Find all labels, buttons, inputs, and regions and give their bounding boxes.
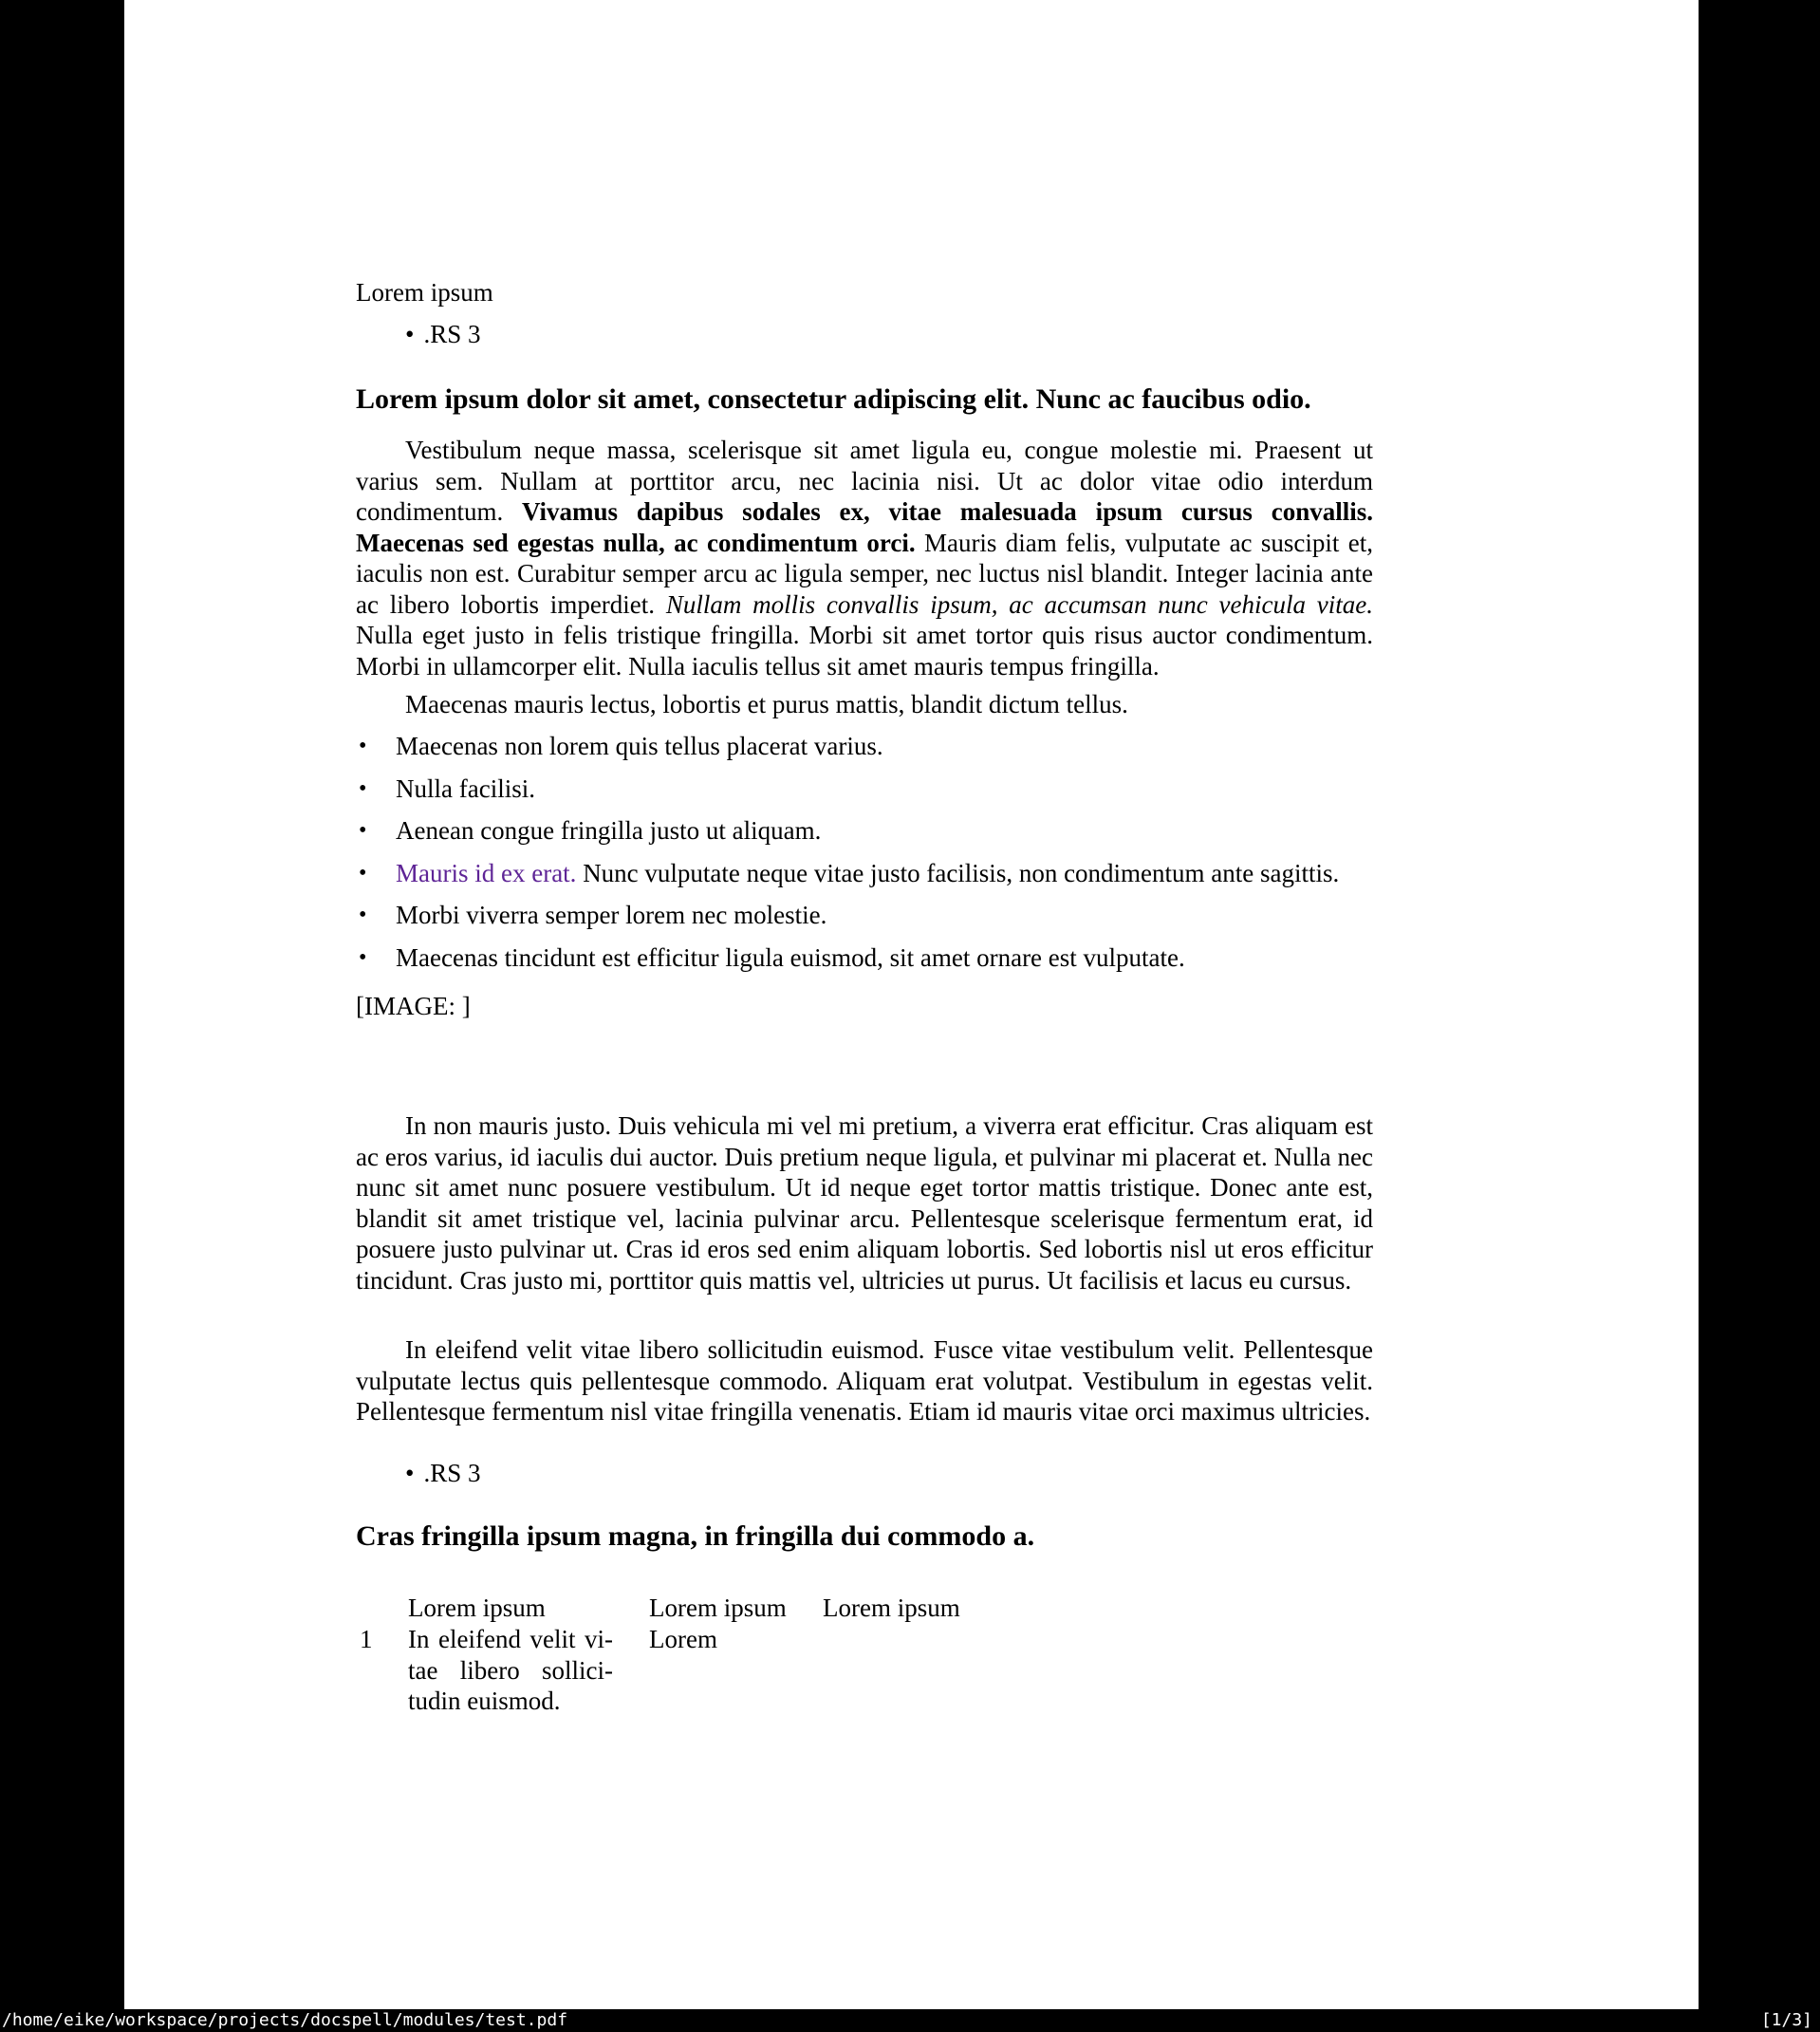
paragraph-1-text: Vestibulum neque massa, scelerisque sit amet ligula eu, congue molestie mi. Praesent ut varius sem. Nullam at porttitor arcu, nec lacinia nisi. Ut ac dolor vitae odio interdum condimentum. — [356, 436, 1373, 526]
mauris-id-ex-erat-link[interactable]: Mauris id ex erat. — [396, 858, 577, 887]
list-item-text: Aenean congue fringilla justo ut aliquam. — [396, 816, 822, 845]
bullet-marker: • — [359, 903, 367, 927]
paragraph-3: In non mauris justo. Duis vehicula mi vel mi pretium, a viverra erat efficitur. Cras aliquam est ac eros varius, id iaculis dui auctor. Duis pretium neque ligula, et pulvinar mi placerat et. Nulla nec nunc sit amet nunc posuere vestibulum. Ut id neque eget tortor mattis tristique. Donec ante est, blandit sit amet tristique vel, lacinia pulvinar arcu. Pellentesque scelerisque fermentum erat, id posuere justo pulvinar ut. Cras id eros sed enim aliquam lobortis. Sed lobortis nisl ut eros efficitur tincidunt. Cras justo mi, porttitor quis mattis vel, ultricies ut purus. Ut facilisis et lacus eu cursus. — [356, 1111, 1373, 1295]
bullet-marker: • — [405, 1459, 415, 1487]
paragraph-2: Maecenas mauris lectus, lobortis et purus mattis, blandit dictum tellus. — [405, 690, 1128, 718]
rs-bullet-item-2 — [356, 1458, 1422, 1489]
bullet-marker: • — [405, 320, 415, 348]
bullet-marker: • — [359, 818, 367, 843]
statusbar-file-path: /home/eike/workspace/projects/docspell/modules/test.pdf — [2, 2010, 568, 2030]
table-cell: Lorem — [649, 1625, 717, 1653]
list-item-text: Nunc vulputate neque vitae justo facilisis, non condimentum ante sagittis. — [576, 858, 1340, 887]
list-item — [356, 942, 1373, 974]
bullet-list — [356, 731, 1373, 984]
bullet-marker: • — [359, 944, 367, 970]
section-heading-2: Cras fringilla ipsum magna, in fringilla dui commodo a. — [356, 1520, 1035, 1552]
section-heading-1: Lorem ipsum dolor sit amet, consectetur adipiscing elit. Nunc ac faucibus odio. — [356, 383, 1311, 415]
paragraph-1-text: Mauris diam felis, vulputate ac suscipit et, iaculis non est. Curabitur semper arcu ac ligula semper, nec luctus nisl blandit. Integer lacinia ante ac libero lobortis imperdiet. — [356, 528, 1373, 619]
table-cell-line: tae libero sollici- — [408, 1655, 613, 1685]
table-cell-line: tudin euismod. — [408, 1687, 561, 1715]
list-item-text: Maecenas non lorem quis tellus placerat varius. — [396, 732, 883, 760]
intro-text: Lorem ipsum — [356, 278, 493, 307]
list-item — [356, 815, 1373, 847]
data-table — [356, 1593, 1373, 1725]
paragraph-1-bold-run: Vivamus dapibus sodales ex, vitae malesuada ipsum cursus convallis. Maecenas sed egestas nulla, ac condimentum orci. — [356, 497, 1373, 557]
rs-bullet-item-1 — [356, 319, 1422, 350]
statusbar-page-indicator: [1/3] — [1760, 2010, 1812, 2030]
paragraph-1 — [356, 435, 1373, 681]
list-item — [356, 774, 1373, 805]
statusbar — [0, 2009, 1820, 2032]
list-item — [356, 731, 1373, 762]
list-item-text: Morbi viverra semper lorem nec molestie. — [396, 901, 827, 929]
paragraph-1-italic-run: Nullam mollis convallis ipsum, ac accumsan nunc vehicula vitae. — [665, 589, 1374, 619]
bullet-marker: • — [359, 860, 367, 886]
list-item-text: Nulla facilisi. — [396, 774, 535, 803]
list-item — [356, 858, 1373, 889]
table-header-cell: Lorem ipsum — [408, 1594, 546, 1622]
table-header-cell: Lorem ipsum — [823, 1594, 960, 1622]
paragraph-1-text: Nulla eget justo in felis tristique fringilla. Morbi sit amet tortor quis risus auctor condimentum. Morbi in ullamcorper elit. Nulla iaculis tellus sit amet mauris tempus fringilla. — [356, 621, 1373, 680]
document-page[interactable] — [124, 0, 1699, 2009]
list-item — [356, 900, 1373, 931]
bullet-marker: • — [359, 734, 367, 758]
list-item-text: Maecenas tincidunt est efficitur ligula euismod, sit amet ornare est vulputate. — [396, 942, 1185, 972]
table-cell — [408, 1624, 613, 1717]
bullet-marker: • — [359, 775, 367, 801]
paragraph-4: In eleifend velit vitae libero sollicitudin euismod. Fusce vitae vestibulum velit. Pellentesque vulputate lectus quis pellentesque commodo. Aliquam erat volutpat. Vestibulum in egestas velit. Pellentesque fermentum nisl vitae fringilla venenatis. Etiam id mauris vitae orci maximus ultricies. — [356, 1335, 1373, 1426]
table-header-cell: Lorem ipsum — [649, 1594, 787, 1622]
table-row-number: 1 — [360, 1625, 373, 1653]
rs-bullet-text-2: .RS 3 — [423, 1459, 481, 1487]
table-cell-line: In eleifend velit vi- — [408, 1625, 613, 1653]
rs-bullet-text-1: .RS 3 — [423, 320, 481, 348]
image-placeholder: [IMAGE: ] — [356, 992, 471, 1020]
